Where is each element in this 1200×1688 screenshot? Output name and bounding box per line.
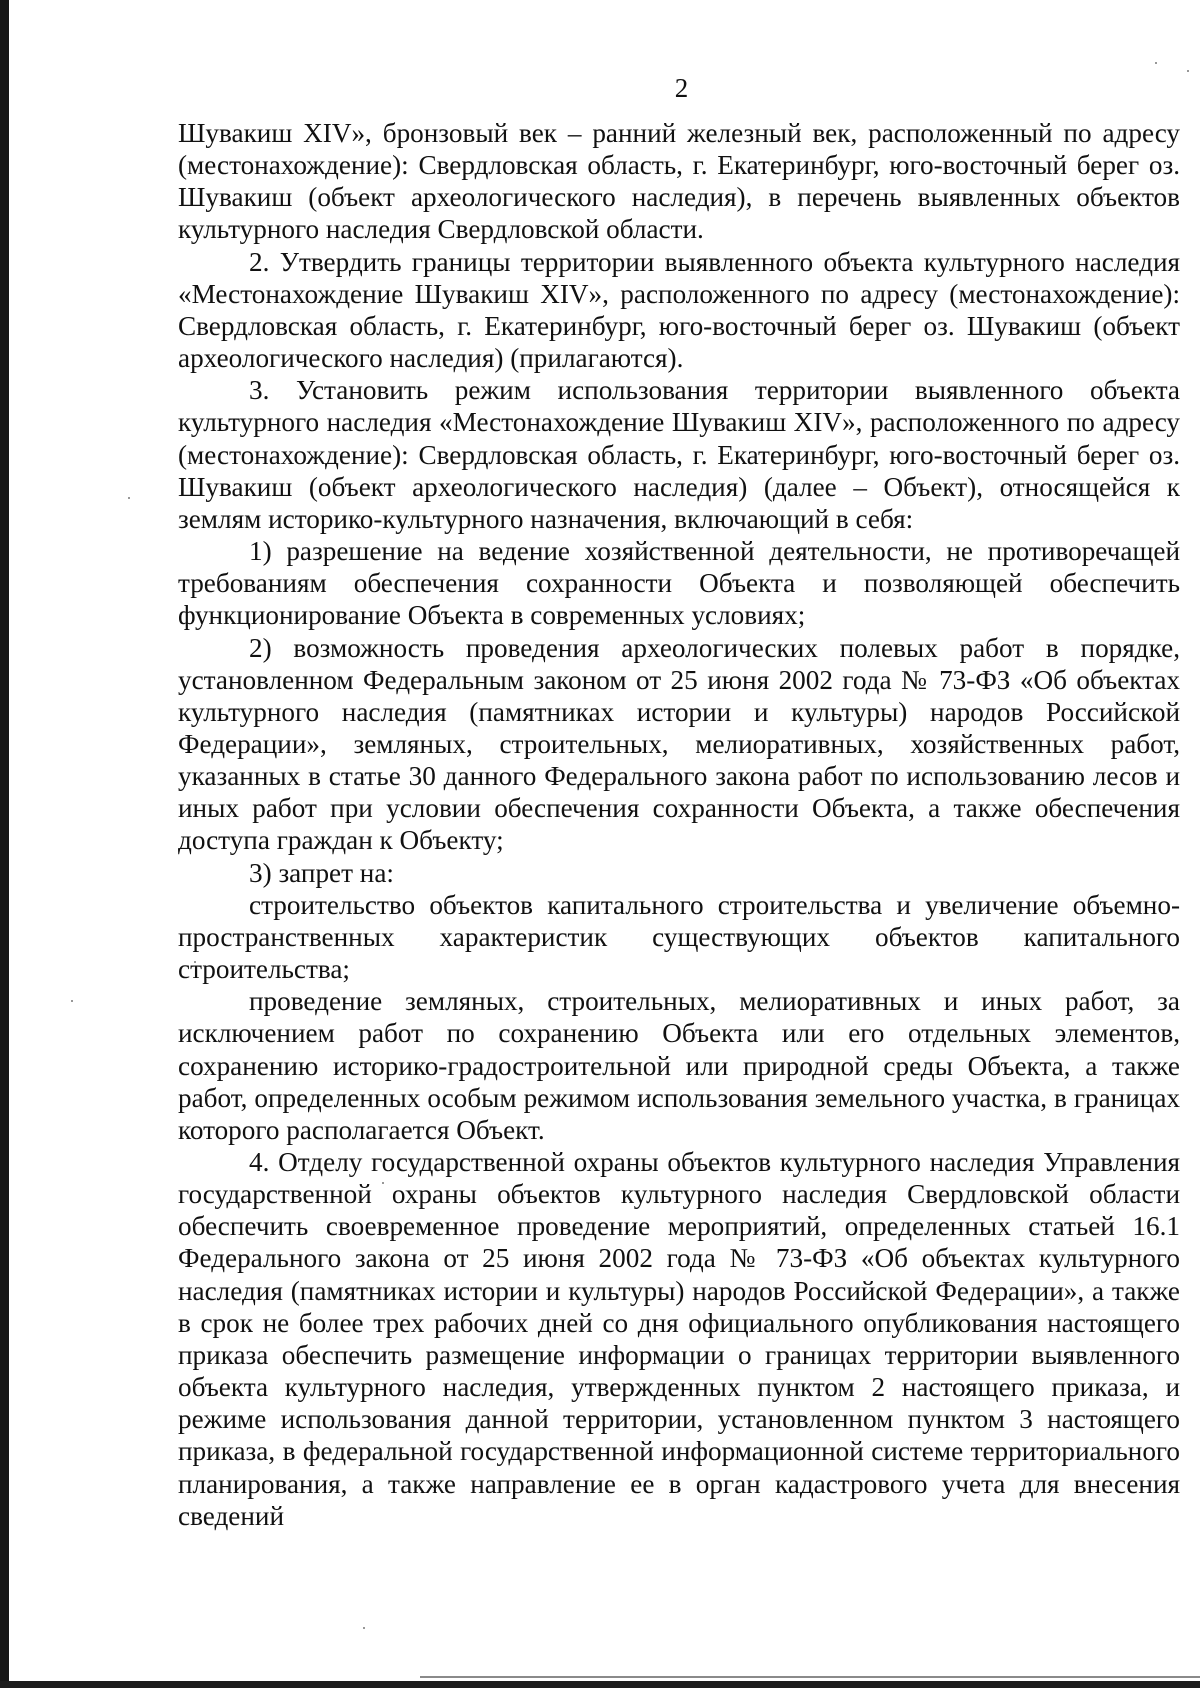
scan-speck	[363, 1627, 365, 1629]
scan-speck	[128, 497, 130, 499]
paragraph-prohibition-works: проведение земляных, строительных, мелиоративных и иных работ, за исключением работ по сохранению Объекта или его отдельных элементов, сохранению историко-градостроительной или природной среды Объекта, а также работ, определенных особым режимом использования земельного участка, в границах которого располагается Объект.	[178, 986, 1180, 1145]
scan-shadow-left	[0, 0, 9, 1688]
paragraph-subitem-2: 2) возможность проведения археологических полевых работ в порядке, установленном Федеральным законом от 25 июня 2002 года № 73-ФЗ «Об объектах культурного наследия (памятниках истории и культуры) народов Российской Федерации», земляных, строительных, мелиоративных, хозяйственных работ, указанных в статье 30 данного Федерального закона работ по использованию лесов и иных работ при условии обеспечения сохранности Объекта, а также обеспечения доступа граждан к Объекту;	[178, 632, 1180, 856]
paragraph-item-4: 4. Отделу государственной охраны объектов культурного наследия Управления государственной охраны объектов культурного наследия Свердловской области обеспечить своевременное проведение мероприятий, определенных статьей 16.1 Федерального закона от 25 июня 2002 года № 73-ФЗ «Об объектах культурного наследия (памятниках истории и культуры) народов Российской Федерации», а также в срок не более трех рабочих дней со дня официального опубликования настоящего приказа обеспечить размещение информации о границах территории выявленного объекта культурного наследия, утвержденных пунктом 2 настоящего приказа, и режиме использования данной территории, установленном пунктом 3 настоящего приказа, в федеральной государственной информационной системе территориального планирования, а также направление ее в орган кадастрового учета для внесения сведений	[178, 1147, 1180, 1531]
paragraph-prohibition-construction: строительство объектов капитального строительства и увеличение объемно-пространственных характеристик существующих объектов капитального строительства;	[178, 889, 1180, 985]
scan-speck	[71, 1000, 73, 1002]
scan-line-bottom	[420, 1676, 1200, 1678]
paragraph-item-2: 2. Утвердить границы территории выявленного объекта культурного наследия «Местонахождение Шувакиш XIV», расположенного по адресу (местонахождение): Свердловская область, г. Екатеринбург, юго-восточный берег оз. Шувакиш (объект археологического наследия) (прилагаются).	[178, 246, 1180, 374]
scan-shadow-bottom	[0, 1681, 1200, 1688]
paragraph-subitem-3: 3) запрет на:	[249, 857, 394, 888]
scan-speck	[1155, 62, 1157, 64]
paragraph-continuation: Шувакиш XIV», бронзовый век – ранний железный век, расположенный по адресу (местонахождение): Свердловская область, г. Екатеринбург, юго-восточный берег оз. Шувакиш (объект археологического наследия), в перечень выявленных объектов культурного наследия Свердловской области.	[178, 118, 1180, 245]
document-body	[178, 117, 1180, 1532]
page-number: 2	[674, 73, 689, 103]
paragraph-item-3: 3. Установить режим использования территории выявленного объекта культурного наследия «Местонахождение Шувакиш XIV», расположенного по адресу (местонахождение): Свердловская область, г. Екатеринбург, юго-восточный берег оз. Шувакиш (объект археологического наследия) (далее – Объект), относящейся к землям историко-культурного назначения, включающий в себя:	[178, 375, 1180, 534]
paragraph-subitem-1: 1) разрешение на ведение хозяйственной деятельности, не противоречащей требованиям обеспечения сохранности Объекта и позволяющей обеспечить функционирование Объекта в современных условиях;	[178, 536, 1180, 631]
